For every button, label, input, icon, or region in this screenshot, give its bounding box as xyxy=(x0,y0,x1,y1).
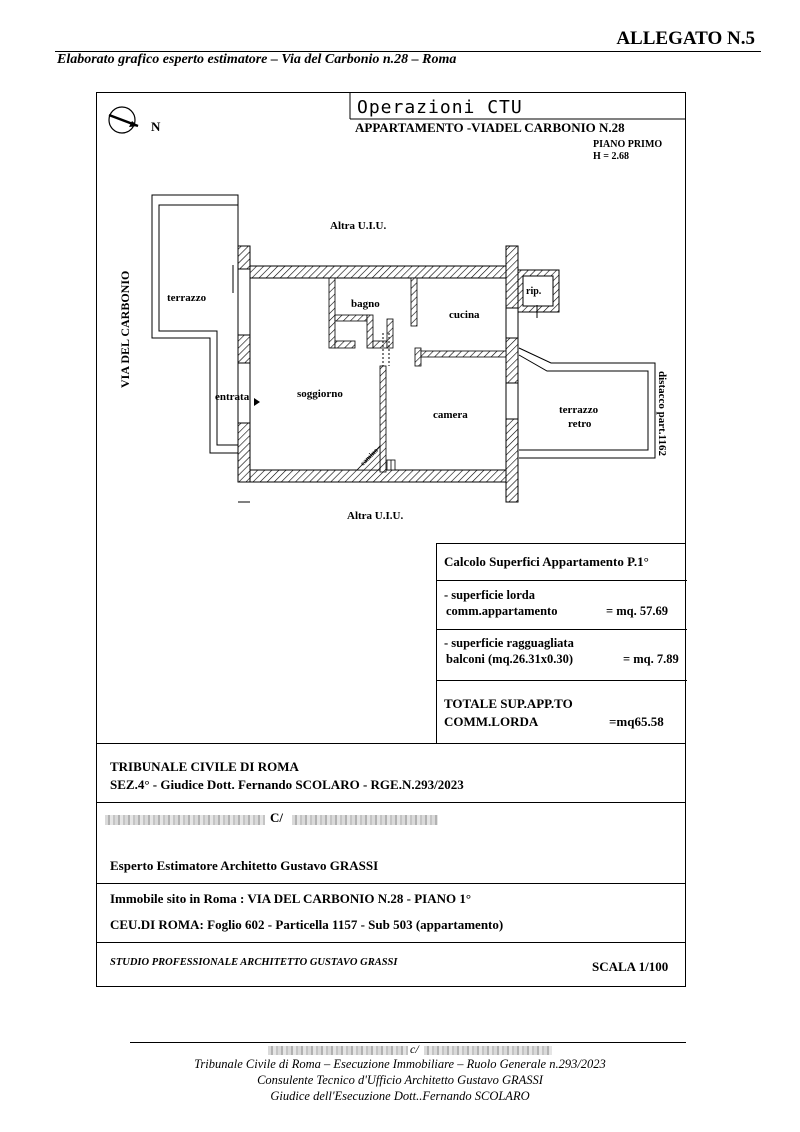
room-cucina: cucina xyxy=(449,309,480,321)
calc-total-row xyxy=(437,681,687,744)
footer-line-1: Tribunale Civile di Roma – Esecuzione Immobiliare – Ruolo Generale n.293/2023 xyxy=(194,1057,606,1071)
sezione-label: SEZ.4° - Giudice Dott. Fernando SCOLARO - RGE.N.293/2023 xyxy=(110,777,464,792)
footer-line-3: Giudice dell'Esecuzione Dott..Fernando SCOLARO xyxy=(270,1089,530,1103)
north-label: N xyxy=(151,119,161,134)
calc-ragg-row xyxy=(437,630,687,681)
floor-label: PIANO PRIMO xyxy=(593,139,663,150)
plan-title: Operazioni CTU xyxy=(357,97,523,118)
north-arrow-icon xyxy=(109,107,138,133)
calc-lorda-row xyxy=(437,581,687,630)
floor-plan xyxy=(97,93,686,543)
room-terrazzo: terrazzo xyxy=(167,292,207,304)
room-soggiorno: soggiorno xyxy=(297,388,343,400)
tribunale-label: TRIBUNALE CIVILE DI ROMA xyxy=(110,759,299,774)
divider xyxy=(96,802,686,803)
calc-total-sub: COMM.LORDA xyxy=(444,714,539,729)
calc-title: Calcolo Superfici Appartamento P.1° xyxy=(444,554,649,569)
footer-line-2: Consulente Tecnico d'Ufficio Architetto Gustavo GRASSI xyxy=(257,1073,543,1087)
bottom-neighbor-label: Altra U.I.U. xyxy=(347,510,404,522)
calc-lorda-value: = mq. 57.69 xyxy=(606,604,668,618)
contro-label: C/ xyxy=(270,810,283,825)
document-subtitle: Elaborato grafico esperto estimatore – Via del Carbonio n.28 – Roma xyxy=(57,52,457,67)
immobile-label: Immobile sito in Roma : VIA DEL CARBONIO N.28 - PIANO 1° xyxy=(110,891,472,906)
divider xyxy=(96,942,686,943)
apartment-label: APPARTAMENTO -VIADEL CARBONIO N.28 xyxy=(355,120,625,135)
redacted-name xyxy=(105,815,265,825)
room-ripostiglio: rip. xyxy=(526,286,542,297)
room-terrazzo-retro-2: retro xyxy=(568,418,592,430)
calc-lorda-label: - superficie lorda xyxy=(444,588,535,602)
room-terrazzo-retro-1: terrazzo xyxy=(559,404,599,416)
calc-lorda-sub: comm.appartamento xyxy=(446,604,558,618)
room-camino: camino xyxy=(358,446,380,468)
footer-rule xyxy=(130,1042,686,1043)
calc-ragg-label: - superficie ragguagliata xyxy=(444,636,574,650)
redacted-name xyxy=(292,815,438,825)
redacted-name xyxy=(424,1046,552,1055)
calc-total-value: =mq65.58 xyxy=(609,714,664,729)
height-label: H = 2.68 xyxy=(593,151,629,162)
calc-ragg-sub: balconi (mq.26.31x0.30) xyxy=(446,652,574,666)
calc-title-row xyxy=(437,544,687,581)
side-label: distacco part.1162 xyxy=(656,371,668,456)
street-label: VIA DEL CARBONIO xyxy=(118,270,132,388)
room-entrata: entrata xyxy=(215,391,250,403)
redacted-name xyxy=(268,1046,408,1055)
esperto-label: Esperto Estimatore Architetto Gustavo GRASSI xyxy=(110,858,379,873)
studio-label: STUDIO PROFESSIONALE ARCHITETTO GUSTAVO GRASSI xyxy=(110,957,398,968)
room-bagno: bagno xyxy=(351,298,380,310)
surface-calc-box xyxy=(436,543,686,743)
divider xyxy=(96,743,686,744)
scala-label: SCALA 1/100 xyxy=(592,959,669,974)
calc-ragg-value: = mq. 7.89 xyxy=(623,652,679,666)
ceu-label: CEU.DI ROMA: Foglio 602 - Particella 1157 - Sub 503 (appartamento) xyxy=(110,917,504,932)
divider xyxy=(96,883,686,884)
footer-contro: c/ xyxy=(410,1042,419,1056)
allegato-label: ALLEGATO N.5 xyxy=(616,28,755,49)
calc-total-label: TOTALE SUP.APP.TO xyxy=(444,696,573,711)
room-camera: camera xyxy=(433,409,468,421)
top-neighbor-label: Altra U.I.U. xyxy=(330,220,387,232)
